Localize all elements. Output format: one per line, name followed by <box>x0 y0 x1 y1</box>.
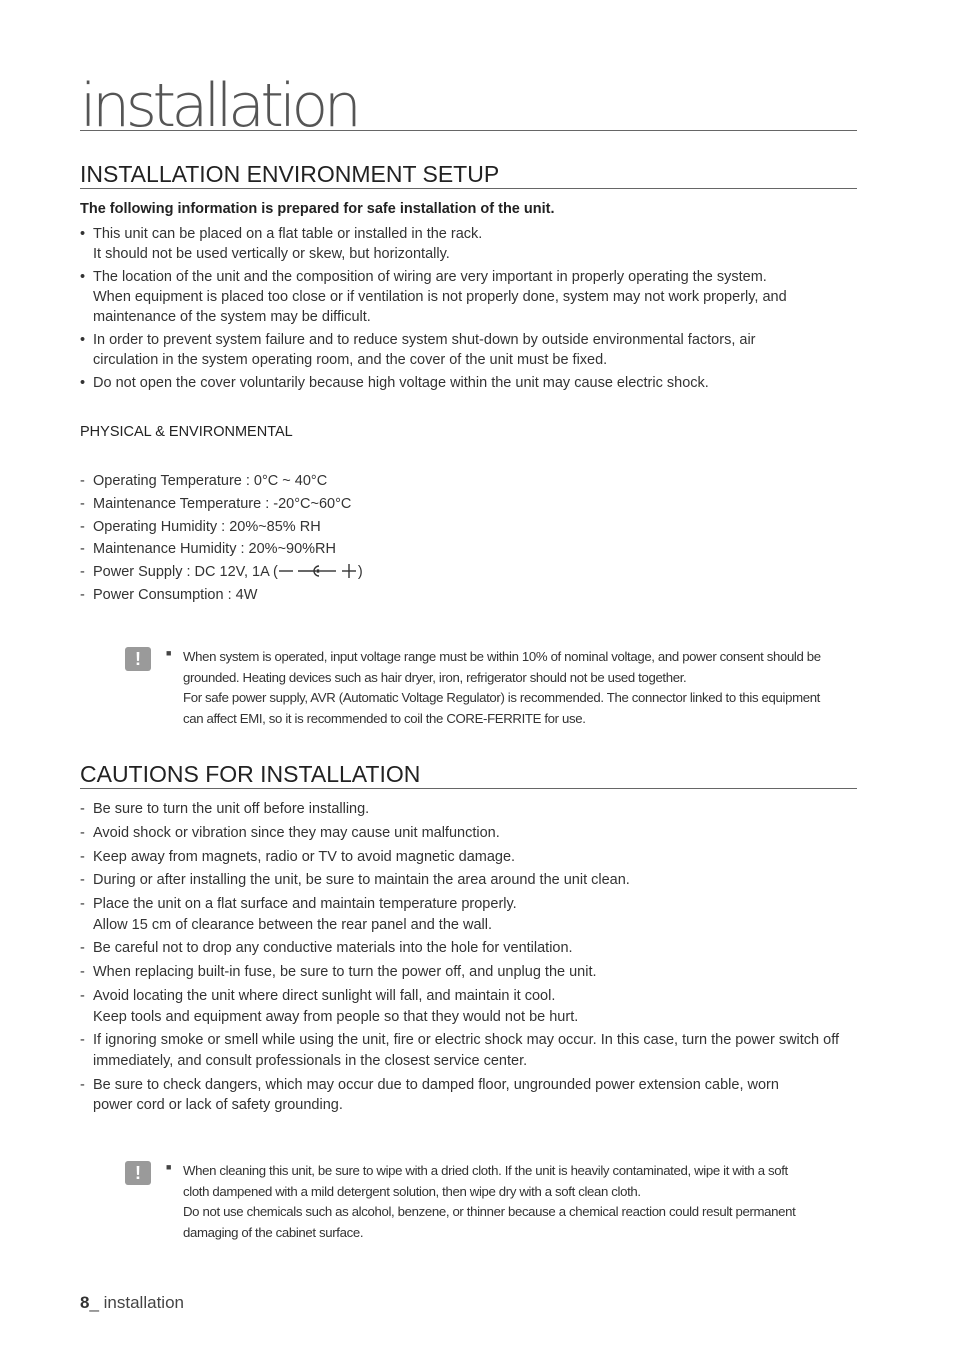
dash-mark: - <box>80 1032 85 1049</box>
title-divider <box>80 130 857 131</box>
cautions-list <box>80 799 860 1119</box>
list-item-line: During or after installing the unit, be sure to maintain the area around the unit clean. <box>93 872 630 889</box>
list-item-line: Avoid locating the unit where direct sunlight will fall, and maintain it cool. <box>93 988 556 1005</box>
dash-mark: - <box>80 473 85 489</box>
list-item <box>80 799 860 820</box>
list-item-line: Do not open the cover voluntarily because high voltage within the unit may cause electric shock. <box>93 375 709 392</box>
bullet-mark: • <box>80 332 86 349</box>
list-item-line: maintenance of the system may be difficult. <box>93 309 371 326</box>
list-item <box>80 938 860 959</box>
note-text <box>183 647 860 729</box>
list-item-line: Place the unit on a flat surface and maintain temperature properly. <box>93 896 517 913</box>
list-item <box>80 823 860 844</box>
dash-mark: - <box>80 1076 85 1093</box>
subheading-physical-environmental: PHYSICAL & ENVIRONMENTAL <box>80 424 293 440</box>
list-item-line: In order to prevent system failure and to reduce system shut-down by outside environmental factors, air <box>93 332 756 349</box>
dash-mark: - <box>80 940 85 957</box>
note-line: cloth dampened with a mild detergent solution, then wipe dry with a soft clean cloth. <box>183 1183 641 1199</box>
list-item-line: Be sure to check dangers, which may occur due to damped floor, ungrounded power extension cable, worn <box>93 1076 779 1093</box>
dash-mark: - <box>80 564 85 581</box>
list-item <box>80 561 860 584</box>
dash-mark: - <box>80 518 85 535</box>
dash-mark: - <box>80 495 85 512</box>
list-item-line: Be sure to turn the unit off before installing. <box>93 801 370 817</box>
list-item-line: When equipment is placed too close or if ventilation is not properly done, system may not work properly, and <box>93 289 787 306</box>
list-item <box>80 584 860 607</box>
list-item-line: Keep tools and equipment away from people so that they would not be hurt. <box>93 1008 579 1025</box>
list-item <box>80 1075 860 1116</box>
square-bullet-icon: ■ <box>166 1162 172 1172</box>
list-item <box>80 1030 860 1071</box>
note-text <box>183 1161 860 1243</box>
list-item <box>80 962 860 983</box>
spec-operating-humidity: Operating Humidity : 20%~85% RH <box>93 518 321 535</box>
page-title: installation <box>80 71 358 141</box>
section-heading-cautions: CAUTIONS FOR INSTALLATION <box>80 760 857 789</box>
list-item <box>80 267 857 328</box>
specification-list <box>80 470 860 607</box>
dash-mark: - <box>80 801 85 817</box>
footer-label: _ installation <box>89 1293 184 1312</box>
note-line: grounded. Heating devices such as hair dryer, iron, refrigerator should not be used together. <box>183 669 687 685</box>
list-item <box>80 986 860 1027</box>
list-item-line: immediately, and consult professionals in the closest service center. <box>93 1052 528 1069</box>
dash-mark: - <box>80 586 85 603</box>
spec-power-consumption: Power Consumption : 4W <box>93 586 258 603</box>
list-item-line: When replacing built-in fuse, be sure to turn the power off, and unplug the unit. <box>93 964 597 981</box>
dash-mark: - <box>80 848 85 865</box>
list-item <box>80 870 860 891</box>
spec-maintenance-humidity: Maintenance Humidity : 20%~90%RH <box>93 541 336 558</box>
environment-bullet-list <box>80 224 857 396</box>
bullet-mark: • <box>80 375 86 392</box>
list-item-line: It should not be used vertically or skew, but horizontally. <box>93 246 450 263</box>
list-item <box>80 224 857 264</box>
dash-mark: - <box>80 964 85 981</box>
note-line: can affect EMI, so it is recommended to coil the CORE-FERRITE for use. <box>183 710 586 726</box>
spec-power-supply: Power Supply : DC 12V, 1A ( <box>93 564 278 581</box>
list-item <box>80 894 860 935</box>
spec-maintenance-temperature: Maintenance Temperature : -20°C~60°C <box>93 495 352 512</box>
dc-polarity-icon <box>278 563 358 579</box>
note-line: When system is operated, input voltage range must be within 10% of nominal voltage, and power consent should be <box>183 649 821 664</box>
spec-operating-temperature: Operating Temperature : 0°C ~ 40°C <box>93 473 328 489</box>
list-item <box>80 493 860 516</box>
dash-mark: - <box>80 541 85 558</box>
note-line: Do not use chemicals such as alcohol, benzene, or thinner because a chemical reaction could result permanent <box>183 1204 796 1219</box>
list-item <box>80 516 860 539</box>
caution-icon: ! <box>125 647 151 671</box>
list-item-line: The location of the unit and the composition of wiring are very important in properly operating the system. <box>93 269 767 285</box>
list-item <box>80 538 860 561</box>
list-item <box>80 330 857 370</box>
list-item-line: power cord or lack of safety grounding. <box>93 1097 343 1114</box>
bullet-mark: • <box>80 269 86 285</box>
dash-mark: - <box>80 872 85 889</box>
list-item-line: This unit can be placed on a flat table or installed in the rack. <box>93 226 483 242</box>
section-heading-environment-setup: INSTALLATION ENVIRONMENT SETUP <box>80 160 857 189</box>
note-line: When cleaning this unit, be sure to wipe with a dried cloth. If the unit is heavily contaminated, wipe it with a soft <box>183 1163 788 1178</box>
list-item-line: If ignoring smoke or smell while using the unit, fire or electric shock may occur. In this case, turn the power switch off <box>93 1032 839 1049</box>
list-item <box>80 373 857 393</box>
note-line: damaging of the cabinet surface. <box>183 1224 364 1240</box>
caution-icon: ! <box>125 1161 151 1185</box>
list-item-line: Allow 15 cm of clearance between the rear panel and the wall. <box>93 916 492 933</box>
list-item-line: Avoid shock or vibration since they may cause unit malfunction. <box>93 824 500 841</box>
bullet-mark: • <box>80 226 86 242</box>
page-number: 8 <box>80 1293 90 1312</box>
list-item <box>80 847 860 868</box>
list-item <box>80 470 860 493</box>
intro-text: The following information is prepared for safe installation of the unit. <box>80 201 555 217</box>
list-item-line: Keep away from magnets, radio or TV to avoid magnetic damage. <box>93 848 516 865</box>
dash-mark: - <box>80 896 85 913</box>
page-footer <box>80 1293 184 1313</box>
list-item-line: Be careful not to drop any conductive materials into the hole for ventilation. <box>93 940 573 957</box>
dash-mark: - <box>80 988 85 1005</box>
square-bullet-icon: ■ <box>166 648 172 658</box>
dash-mark: - <box>80 824 85 841</box>
power-supply-close: ) <box>357 564 363 581</box>
note-line: For safe power supply, AVR (Automatic Voltage Regulator) is recommended. The connector linked to this equipment <box>183 690 820 705</box>
list-item-line: circulation in the system operating room, and the cover of the unit must be fixed. <box>93 352 608 369</box>
